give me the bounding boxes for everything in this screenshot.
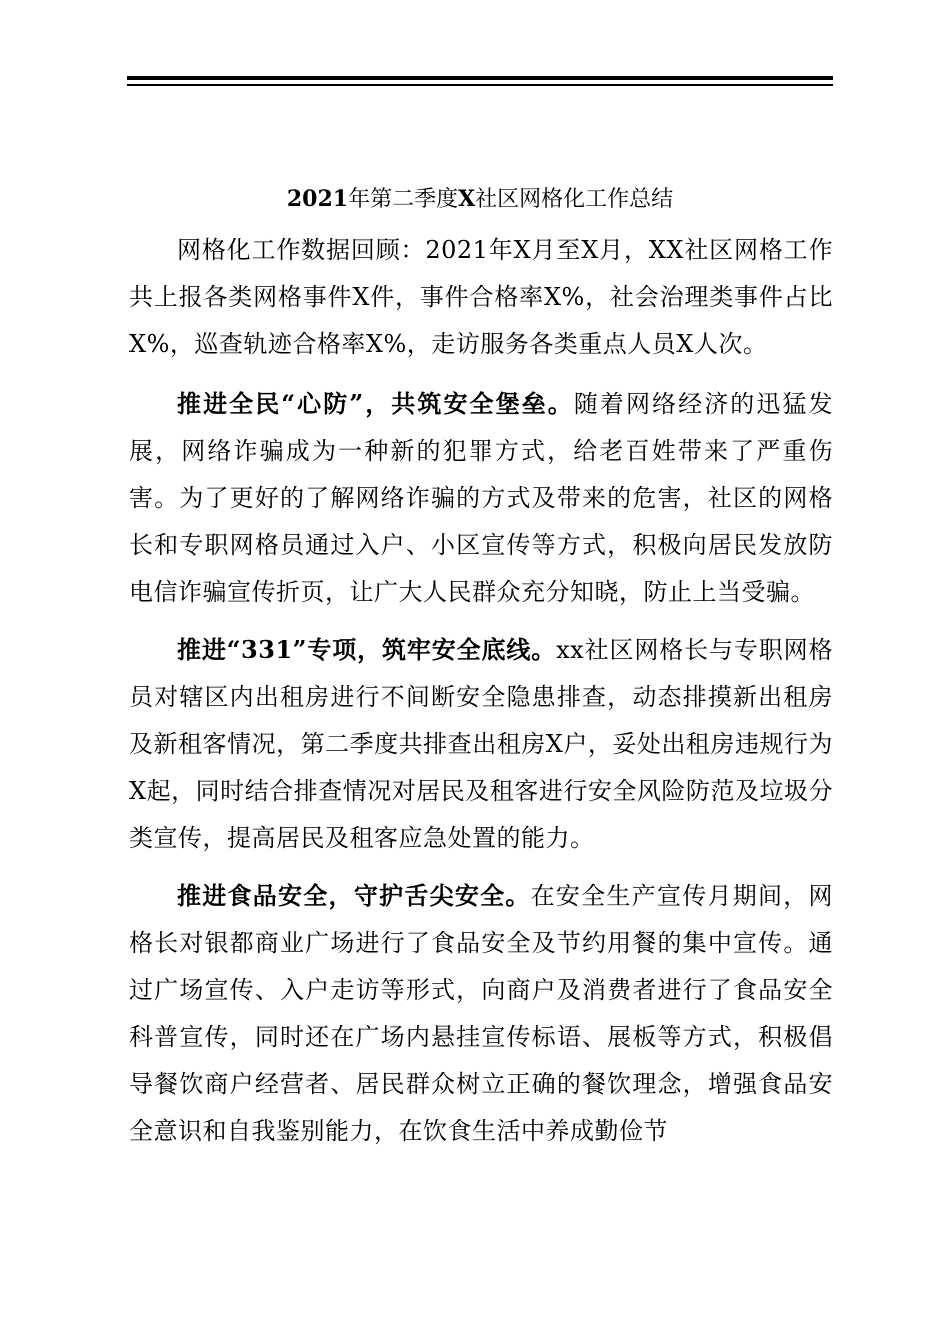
document-body xyxy=(129,226,833,1166)
header-rule-thick xyxy=(127,76,833,80)
title-rest: 社区网格化工作总结 xyxy=(475,187,674,212)
header-rule-thin xyxy=(127,84,833,86)
paragraph-text: 在安全生产宣传月期间，网格长对银都商业广场进行了食品安全及节约用餐的集中宣传。通过广场宣传、入户走访等形式，向商户及消费者进行了食品安全科普宣传，同时还在广场内悬挂宣传标语、展板等方式，积极倡导餐饮商户经营者、居民群众树立正确的餐饮理念，增强食品安全意识和自我鉴别能力，在饮食生活中养成勤俭节 xyxy=(129,882,833,1145)
paragraph-text: xx社区网格长与专职网格员对辖区内出租房进行不间断安全隐患排查，动态排摸新出租房及新租客情况，第二季度共排查出租房X户，妥处出租房违规行为X起，同时结合排查情况对居民及租客进行安全风险防范及垃圾分类宣传，提高居民及租客应急处置的能力。 xyxy=(129,636,833,852)
title-x: X xyxy=(458,186,476,212)
paragraph-food-safety xyxy=(129,872,833,1155)
document-title xyxy=(127,182,833,217)
title-middle: 年第二季度 xyxy=(348,187,459,212)
paragraph-lead: 推进食品安全，守护舌尖安全。 xyxy=(177,881,531,910)
paragraph-data-review xyxy=(129,226,833,368)
paragraph-331-project xyxy=(129,626,833,862)
paragraph-text: 网格化工作数据回顾：2021年X月至X月，XX社区网格工作共上报各类网格事件X件，事件合格率X%，社会治理类事件占比X%，巡查轨迹合格率X%，走访服务各类重点人员X人次。 xyxy=(129,236,833,358)
paragraph-anti-fraud xyxy=(129,380,833,616)
paragraph-lead: 推进全民“心防”，共筑安全堡垒。 xyxy=(177,389,574,418)
title-year: 2021 xyxy=(286,186,349,212)
paragraph-lead: 推进“331”专项，筑牢安全底线。 xyxy=(177,635,557,664)
paragraph-text: 随着网络经济的迅猛发展，网络诈骗成为一种新的犯罪方式，给老百姓带来了严重伤害。为了更好的了解网络诈骗的方式及带来的危害，社区的网格长和专职网格员通过入户、小区宣传等方式，积极向居民发放防电信诈骗宣传折页，让广大人民群众充分知晓，防止上当受骗。 xyxy=(129,390,834,606)
